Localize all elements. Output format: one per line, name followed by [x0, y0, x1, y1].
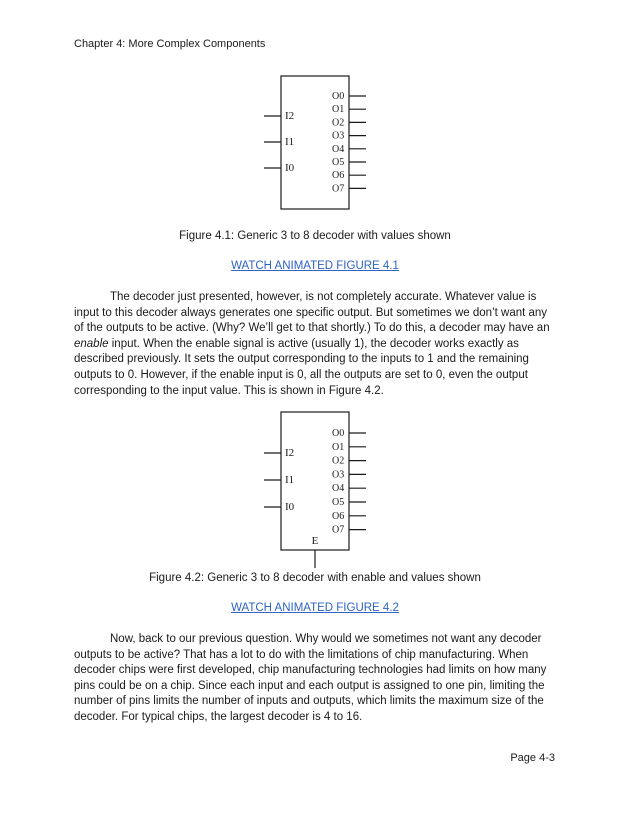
output-label: O2 — [332, 455, 345, 467]
enable-label: E — [311, 535, 319, 547]
figure-4-2-link-container — [0, 602, 630, 614]
figure-4-1-caption: Figure 4.1: Generic 3 to 8 decoder with values shown — [179, 230, 451, 242]
output-label: O5 — [332, 157, 345, 168]
output-label: O0 — [332, 428, 345, 439]
output-label: O0 — [332, 91, 345, 102]
output-label: O1 — [332, 441, 345, 453]
watch-animated-figure-4-2-link[interactable]: WATCH ANIMATED FIGURE 4.2 — [231, 602, 399, 614]
output-label: O5 — [332, 497, 345, 508]
figure-4-2 — [0, 410, 630, 570]
output-label: O3 — [332, 130, 345, 142]
output-label: O4 — [332, 143, 345, 155]
output-label: O2 — [332, 117, 345, 129]
output-label: O7 — [332, 524, 345, 536]
output-label: O6 — [332, 170, 345, 182]
paragraph-1-italic: enable — [74, 337, 109, 350]
paragraph-2: Now, back to our previous question. Why would we sometimes not want any decoder outputs to be active? That has a lot to do with the limitations of chip manufacturing. When decoder chips were first developed, chip manufacturing technologies had limits on how many pins could be on a chip. Since each input and each output is assigned to one pin, limiting the number of pins limits the number of inputs and outputs, which limits the maximum size of the decoder. For typical chips, the largest decoder is 4 to 16. — [74, 633, 547, 723]
output-label: O4 — [332, 483, 345, 495]
output-label: O6 — [332, 510, 345, 522]
decoder-diagram-1 — [0, 74, 630, 214]
paragraph-1-part-b: input. When the enable signal is active (usually 1), the decoder works exactly as described previously. It sets the output corresponding to the inputs to 1 and the remaining outputs to 0. However, if the enable input is 0, all the outputs are set to 0, even the output corresponding to the input value. This is shown in Figure 4.2. — [74, 337, 529, 397]
input-label: I1 — [285, 474, 295, 486]
page-number: Page 4-3 — [510, 752, 555, 764]
output-label: O7 — [332, 183, 345, 195]
input-label: I2 — [285, 110, 295, 122]
paragraph-1-part-a: The decoder just presented, however, is not completely accurate. Whatever value is input to this decoder always generates one specific output. But sometimes we don’t want any of the outputs to be active. (Why? We’ll get to that shortly.) To do this, a decoder may have an — [74, 291, 550, 335]
output-label: O3 — [332, 469, 345, 481]
input-label: I1 — [285, 136, 295, 148]
decoder-diagram-2 — [0, 410, 630, 570]
figure-4-1 — [0, 74, 630, 214]
input-label: I0 — [285, 501, 295, 513]
input-label: I2 — [285, 447, 295, 459]
watch-animated-figure-4-1-link[interactable]: WATCH ANIMATED FIGURE 4.1 — [231, 260, 399, 272]
input-label: I0 — [285, 162, 295, 174]
page-header: Chapter 4: More Complex Components — [74, 38, 266, 50]
figure-4-2-caption: Figure 4.2: Generic 3 to 8 decoder with enable and values shown — [149, 572, 481, 584]
paragraph-1 — [74, 290, 556, 399]
figure-4-1-link-container — [0, 260, 630, 272]
output-label: O1 — [332, 104, 345, 116]
